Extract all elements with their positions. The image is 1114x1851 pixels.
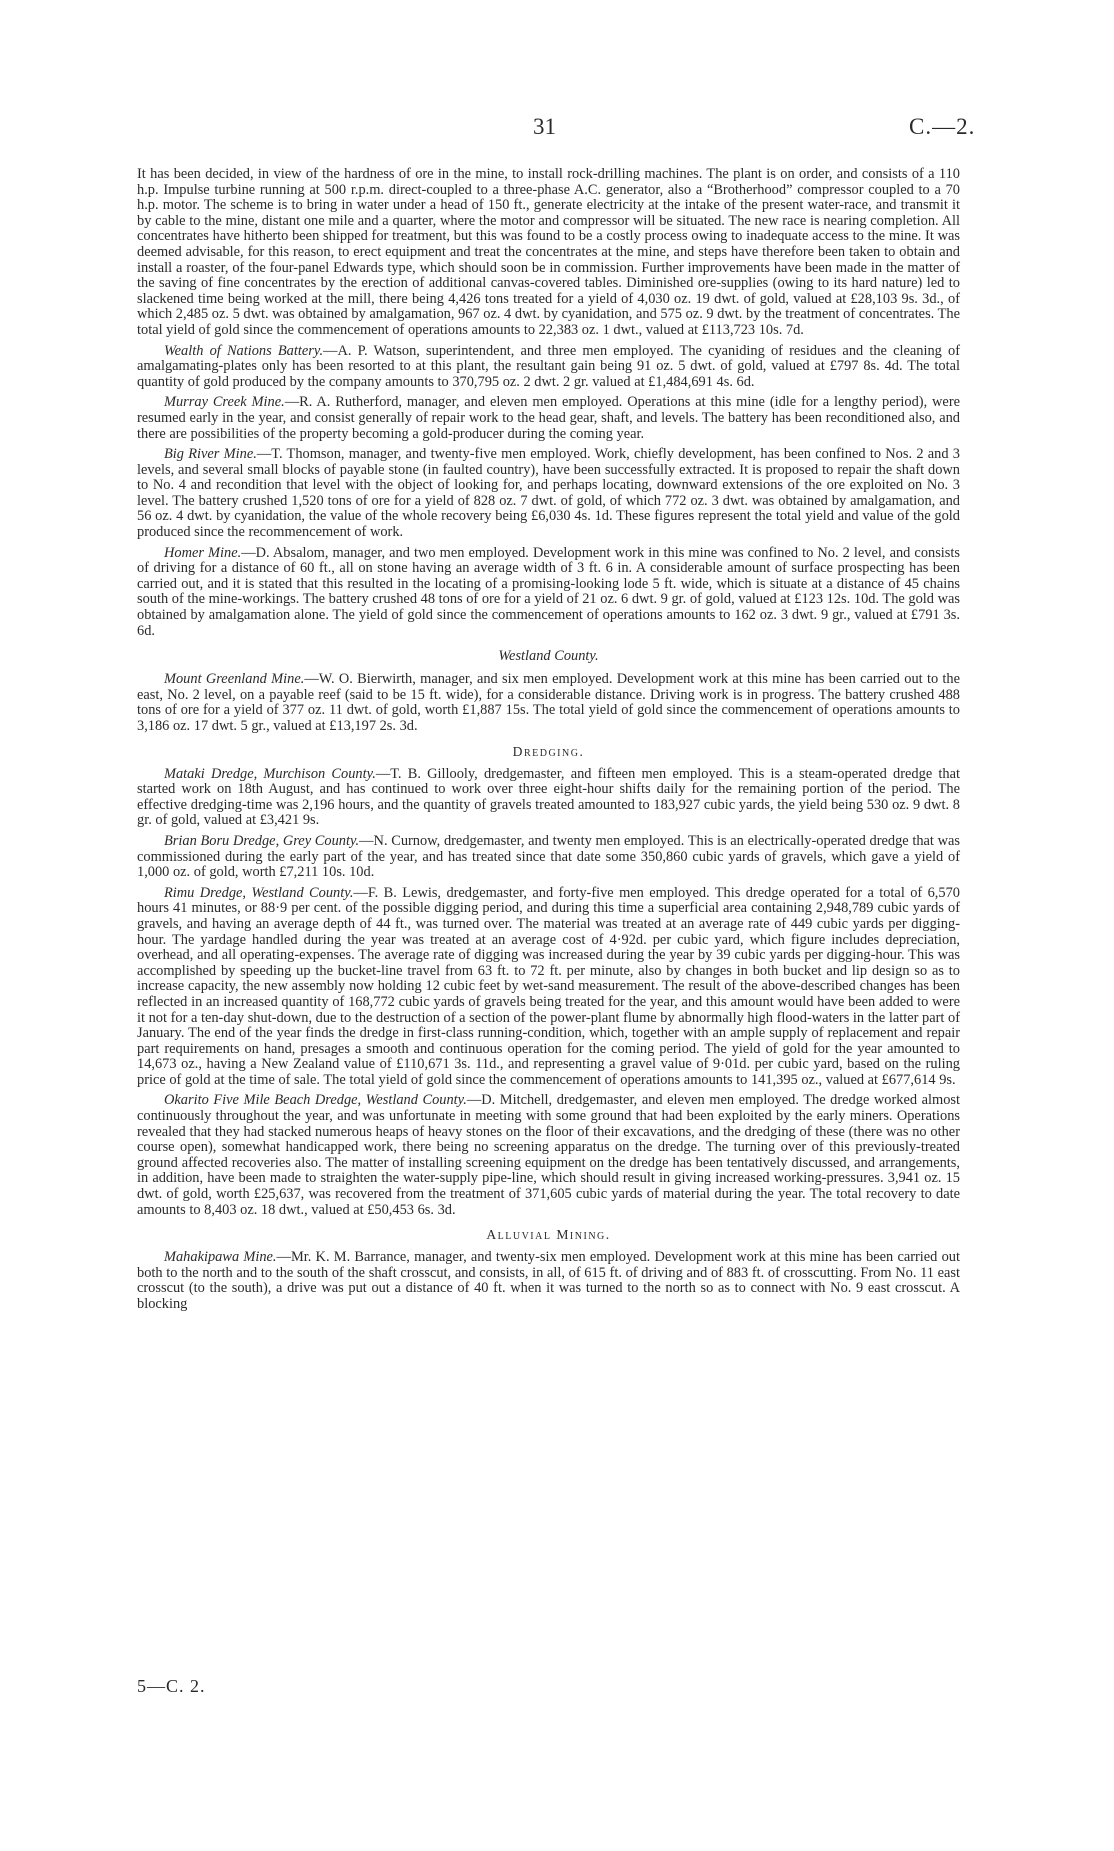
paragraph-text: —N. Curnow, dredgemaster, and twenty men employed. This is an electrically-operated dredge that was commissioned during the early part of the year, and has treated since that date some 350,860 cubic yards of gravels, which gave a yield of 1,000 oz. of gold, worth £7,211 10s. 10d. (137, 832, 960, 881)
paragraph-text: —T. Thomson, manager, and twenty-five men employed. Work, chiefly development, has been confined to Nos. 2 and 3 levels, and several small blocks of payable stone (in faulted country), have been successfully extracted. It is proposed to repair the shaft down to No. 4 and recondition that level with the object of looking for, and perhaps locating, downward extensions of the ore exploited on No. 3 level. The battery crushed 1,520 tons of ore for a yield of 828 oz. 7 dwt. of gold, of which 772 oz. 3 dwt. was obtained by amalgamation, and 56 oz. 4 dwt. by cyanidation, the value of the whole recovery being £6,030 4s. 1d. These figures represent the total yield and value of the gold produced since the recommencement of work. (137, 446, 960, 541)
paragraph-rimu-dredge (137, 886, 960, 1089)
document-body (137, 167, 960, 1318)
paragraph-lead: Wealth of Nations Battery. (164, 342, 324, 359)
paragraph-lead: Mount Greenland Mine. (164, 671, 305, 688)
paragraph-text: —D. Mitchell, dredgemaster, and eleven men employed. The dredge worked almost continuously throughout the year, and was unfortunate in meeting with some ground that had been exploited by the early miners. Operations revealed that they had stacked numerous heaps of heavy stones on the floor of their excavations, and the dredging of these (there was no other course open), somewhat handicapped work, there being no screening apparatus on the dredge. The turning over of this previously-treated ground affected recoveries also. The matter of installing screening equipment on the dredge has been tentatively discussed, and arrangements, in addition, have been made to straighten the water-supply pipe-line, which should result in giving increased working-pressures. 3,941 oz. 15 dwt. of gold, worth £25,637, was recovered from the treatment of 371,605 cubic yards of material during the year. The total recovery to date amounts to 8,403 oz. 18 dwt., valued at £50,453 6s. 3d. (137, 1092, 960, 1218)
heading-alluvial-mining: Alluvial Mining. (486, 1227, 611, 1243)
paragraph-lead: Brian Boru Dredge, Grey County. (164, 832, 360, 849)
page-number: 31 (533, 114, 556, 139)
paragraph-lead: Big River Mine. (164, 446, 257, 463)
paragraph-text: —R. A. Rutherford, manager, and eleven men employed. Operations at this mine (idle for a lengthy period), were resumed early in the year, and consist generally of repair work to the head gear, shaft, and levels. The battery has been reconditioned also, and there are possibilities of the property becoming a gold-producer during the coming year. (137, 394, 961, 442)
paragraph-lead: Mataki Dredge, Murchison County. (164, 765, 376, 782)
paragraph-text: —D. Absalom, manager, and two men employed. Development work in this mine was confined to No. 2 level, and consists of driving for a distance of 60 ft., all on stone having an average width of 3 ft. 6 in. A considerable amount of surface prospecting has been carried out, and it is stated that this resulted in the locating of a promising-looking lode 5 ft. wide, which is situate at a distance of 45 chains south of the mine-workings. The battery crushed 48 tons of ore for a yield of 21 oz. 6 dwt. 9 gr. of gold, valued at £123 12s. 10d. The gold was obtained by amalgamation alone. The yield of gold since the commencement of operations amounts to 162 oz. 3 dwt. 9 gr., valued at £791 3s. 6d. (137, 544, 961, 639)
paragraph-lead: Rimu Dredge, Westland County. (164, 884, 354, 901)
paragraph-text: —A. P. Watson, superintendent, and three men employed. The cyaniding of residues and the cleaning of amalgamating-plates only has been resorted to at this plant, the resultant gain being 91 oz. 5 dwt. of gold, valued at £797 8s. 4d. The total quantity of gold produced by the company amounts to 370,795 oz. 2 dwt. 2 gr. valued at £1,484,691 4s. 6d. (137, 342, 960, 390)
paragraph-brian-boru-dredge (137, 834, 960, 881)
footer-signature: 5—C. 2. (137, 1676, 206, 1696)
paragraph-lead: Mahakipawa Mine. (164, 1249, 277, 1266)
paragraph-mount-greenland (137, 672, 960, 734)
paragraph-wealth-of-nations (137, 344, 960, 391)
paragraph-lead: Okarito Five Mile Beach Dredge, Westland County. (164, 1092, 467, 1109)
paragraph-lead: Murray Creek Mine. (164, 394, 285, 411)
section-code: C.—2. (909, 114, 976, 139)
paragraph-homer (137, 546, 960, 640)
paragraph-mahakipawa (137, 1250, 960, 1312)
paragraph-big-river (137, 447, 960, 541)
opening-paragraph: It has been decided, in view of the hardness of ore in the mine, to install rock-drilling machines. The plant is on order, and consists of a 110 h.p. Impulse turbine running at 500 r.p.m. direct-coupled to a three-phase A.C. generator, also a “Brotherhood” compressor coupled to a 70 h.p. motor. The scheme is to bring in water under a head of 150 ft., generate electricity at the intake of the present water-race, and transmit it by cable to the mine, distant one mile and a quarter, where the motor and compressor will be situated. The new race is nearing completion. All concentrates have hitherto been shipped for treatment, but this was found to be a costly process owing to inadequate access to the mine. It was deemed advisable, for this reason, to erect equipment and treat the concentrates at the mine, and steps have therefore been taken to obtain and install a roaster, of the four-panel Edwards type, which should soon be in commission. Further improvements have been made in the matter of the saving of fine concentrates by the erection of additional canvas-covered tables. Diminished ore-supplies (owing to its hard nature) led to slackened time being worked at the mill, there being 4,426 tons treated for a yield of 4,030 oz. 19 dwt. of gold, valued at £28,103 9s. 3d., of which 2,485 oz. 5 dwt. was obtained by amalgamation, 967 oz. 4 dwt. by cyanidation, and 575 oz. 9 dwt. by the treatment of concentrates. The total yield of gold since the commencement of operations amounts to 22,383 oz. 1 dwt., valued at £113,723 10s. 7d. (137, 166, 960, 338)
paragraph-text: —F. B. Lewis, dredgemaster, and forty-five men employed. This dredge operated for a total of 6,570 hours 41 minutes, or 88·9 per cent. of the possible digging period, and during this time a superficial area containing 2,948,789 cubic yards of gravels, and having an average depth of 44 ft., was turned over. The material was treated at an average rate of 449 cubic yards per digging-hour. The yardage handled during the year was treated at an average cost of 4·92d. per cubic yard, which figure includes depreciation, overhead, and all operating-expenses. The average rate of digging was increased during the year by 39 cubic yards per digging-hour. This was accomplished by speeding up the bucket-line travel from 63 ft. to 72 ft. per minute, also by changes in both bucket and lip design so as to increase capacity, the new assembly now holding 12 cubic feet by wet-sand measurement. The result of the above-described changes has been reflected in an increased quantity of 168,772 cubic yards of gravels being treated for the year, and this amount would have been added to were it not for a ten-day shut-down, due to the destruction of a section of the power-plant flume by abnormally high flood-waters in the latter part of January. The end of the year finds the dredge in first-class running-condition, which, together with an ample supply of replacement and repair part requirements on hand, presages a smooth and continuous operation for the coming period. The yield of gold for the year amounted to 14,673 oz., having a New Zealand value of £110,671 3s. 11d., and representing a gravel value of 9·01d. per cubic yard, based on the ruling price of gold at the time of sale. The total yield of gold since the commencement of operations amounts to 141,395 oz., valued at £677,614 9s. (137, 884, 960, 1088)
heading-dredging: Dredging. (512, 743, 585, 759)
heading-westland-county: Westland County. (498, 648, 599, 665)
paragraph-okarito-dredge (137, 1093, 960, 1218)
paragraph-text: —Mr. K. M. Barrance, manager, and twenty-six men employed. Development work at this mine has been carried out both to the north and to the south of the shaft crosscut, and consists, in all, of 615 ft. of driving and of 883 ft. of crosscutting. From No. 11 east crosscut (to the south), a drive was put out a distance of 40 ft. when it was turned to the north so as to connect with No. 9 east crosscut. A blocking (137, 1249, 960, 1312)
paragraph-murray-creek (137, 395, 960, 442)
paragraph-text: —W. O. Bierwirth, manager, and six men employed. Development work at this mine has been carried out to the east, No. 2 level, on a payable reef (said to be 15 ft. wide), for a considerable distance. Driving work is in progress. The battery crushed 488 tons of ore for a yield of 377 oz. 11 dwt. of gold, worth £1,887 15s. The total yield of gold since the commencement of operations amounts to 3,186 oz. 17 dwt. 5 gr., valued at £13,197 2s. 3d. (137, 671, 960, 734)
paragraph-lead: Homer Mine. (164, 544, 242, 561)
paragraph-mataki-dredge (137, 767, 960, 829)
paragraph-text: —T. B. Gillooly, dredgemaster, and fifteen men employed. This is a steam-operated dredge that started work on 18th August, and has continued to work over three eight-hour shifts daily for the remaining portion of the period. The effective dredging-time was 2,196 hours, and the quantity of gravels treated amounted to 183,927 cubic yards, the yield being 530 oz. 9 dwt. 8 gr. of gold, valued at £3,421 9s. (137, 765, 960, 829)
